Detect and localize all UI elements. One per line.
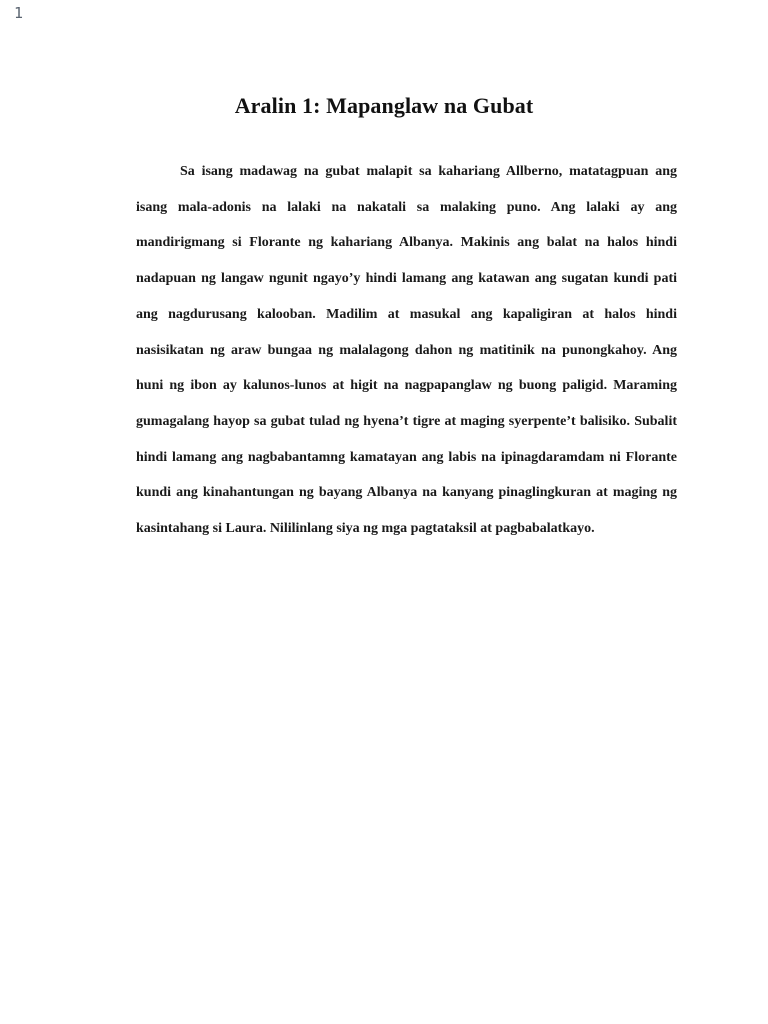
page-number: 1 (14, 4, 24, 22)
lesson-title: Aralin 1: Mapanglaw na Gubat (234, 93, 534, 118)
body-paragraph: Sa isang madawag na gubat malapit sa kahariang Allberno, matatagpuan ang isang mala-adonis na lalaki na nakatali sa malaking puno. Ang lalaki ay ang mandirigmang si Florante ng kahariang Albanya. Makinis ang balat na halos hindi nadapuan ng langaw ngunit ngayo’y hindi lamang ang katawan ang sugatan kundi pati ang nagdurusang kalooban. Madilim at masukal ang kapaligiran at halos hindi nasisikatan ng araw bungaa ng malalagong dahon ng matitinik na punongkahoy. Ang huni ng ibon ay kalunos-lunos at higit na nagpapanglaw ng buong paligid. Maraming gumagalang hayop sa gubat tulad ng hyena’t tigre at maging syerpente’t balisiko. Subalit hindi lamang ang nagbabantamng kamatayan ang labis na ipinagdaramdam ni Florante kundi ang kinahantungan ng bayang Albanya na kanyang pinaglingkuran at maging ng kasintahang si Laura. Nililinlang siya ng mga pagtataksil at pagbabalatkayo. (136, 164, 677, 537)
